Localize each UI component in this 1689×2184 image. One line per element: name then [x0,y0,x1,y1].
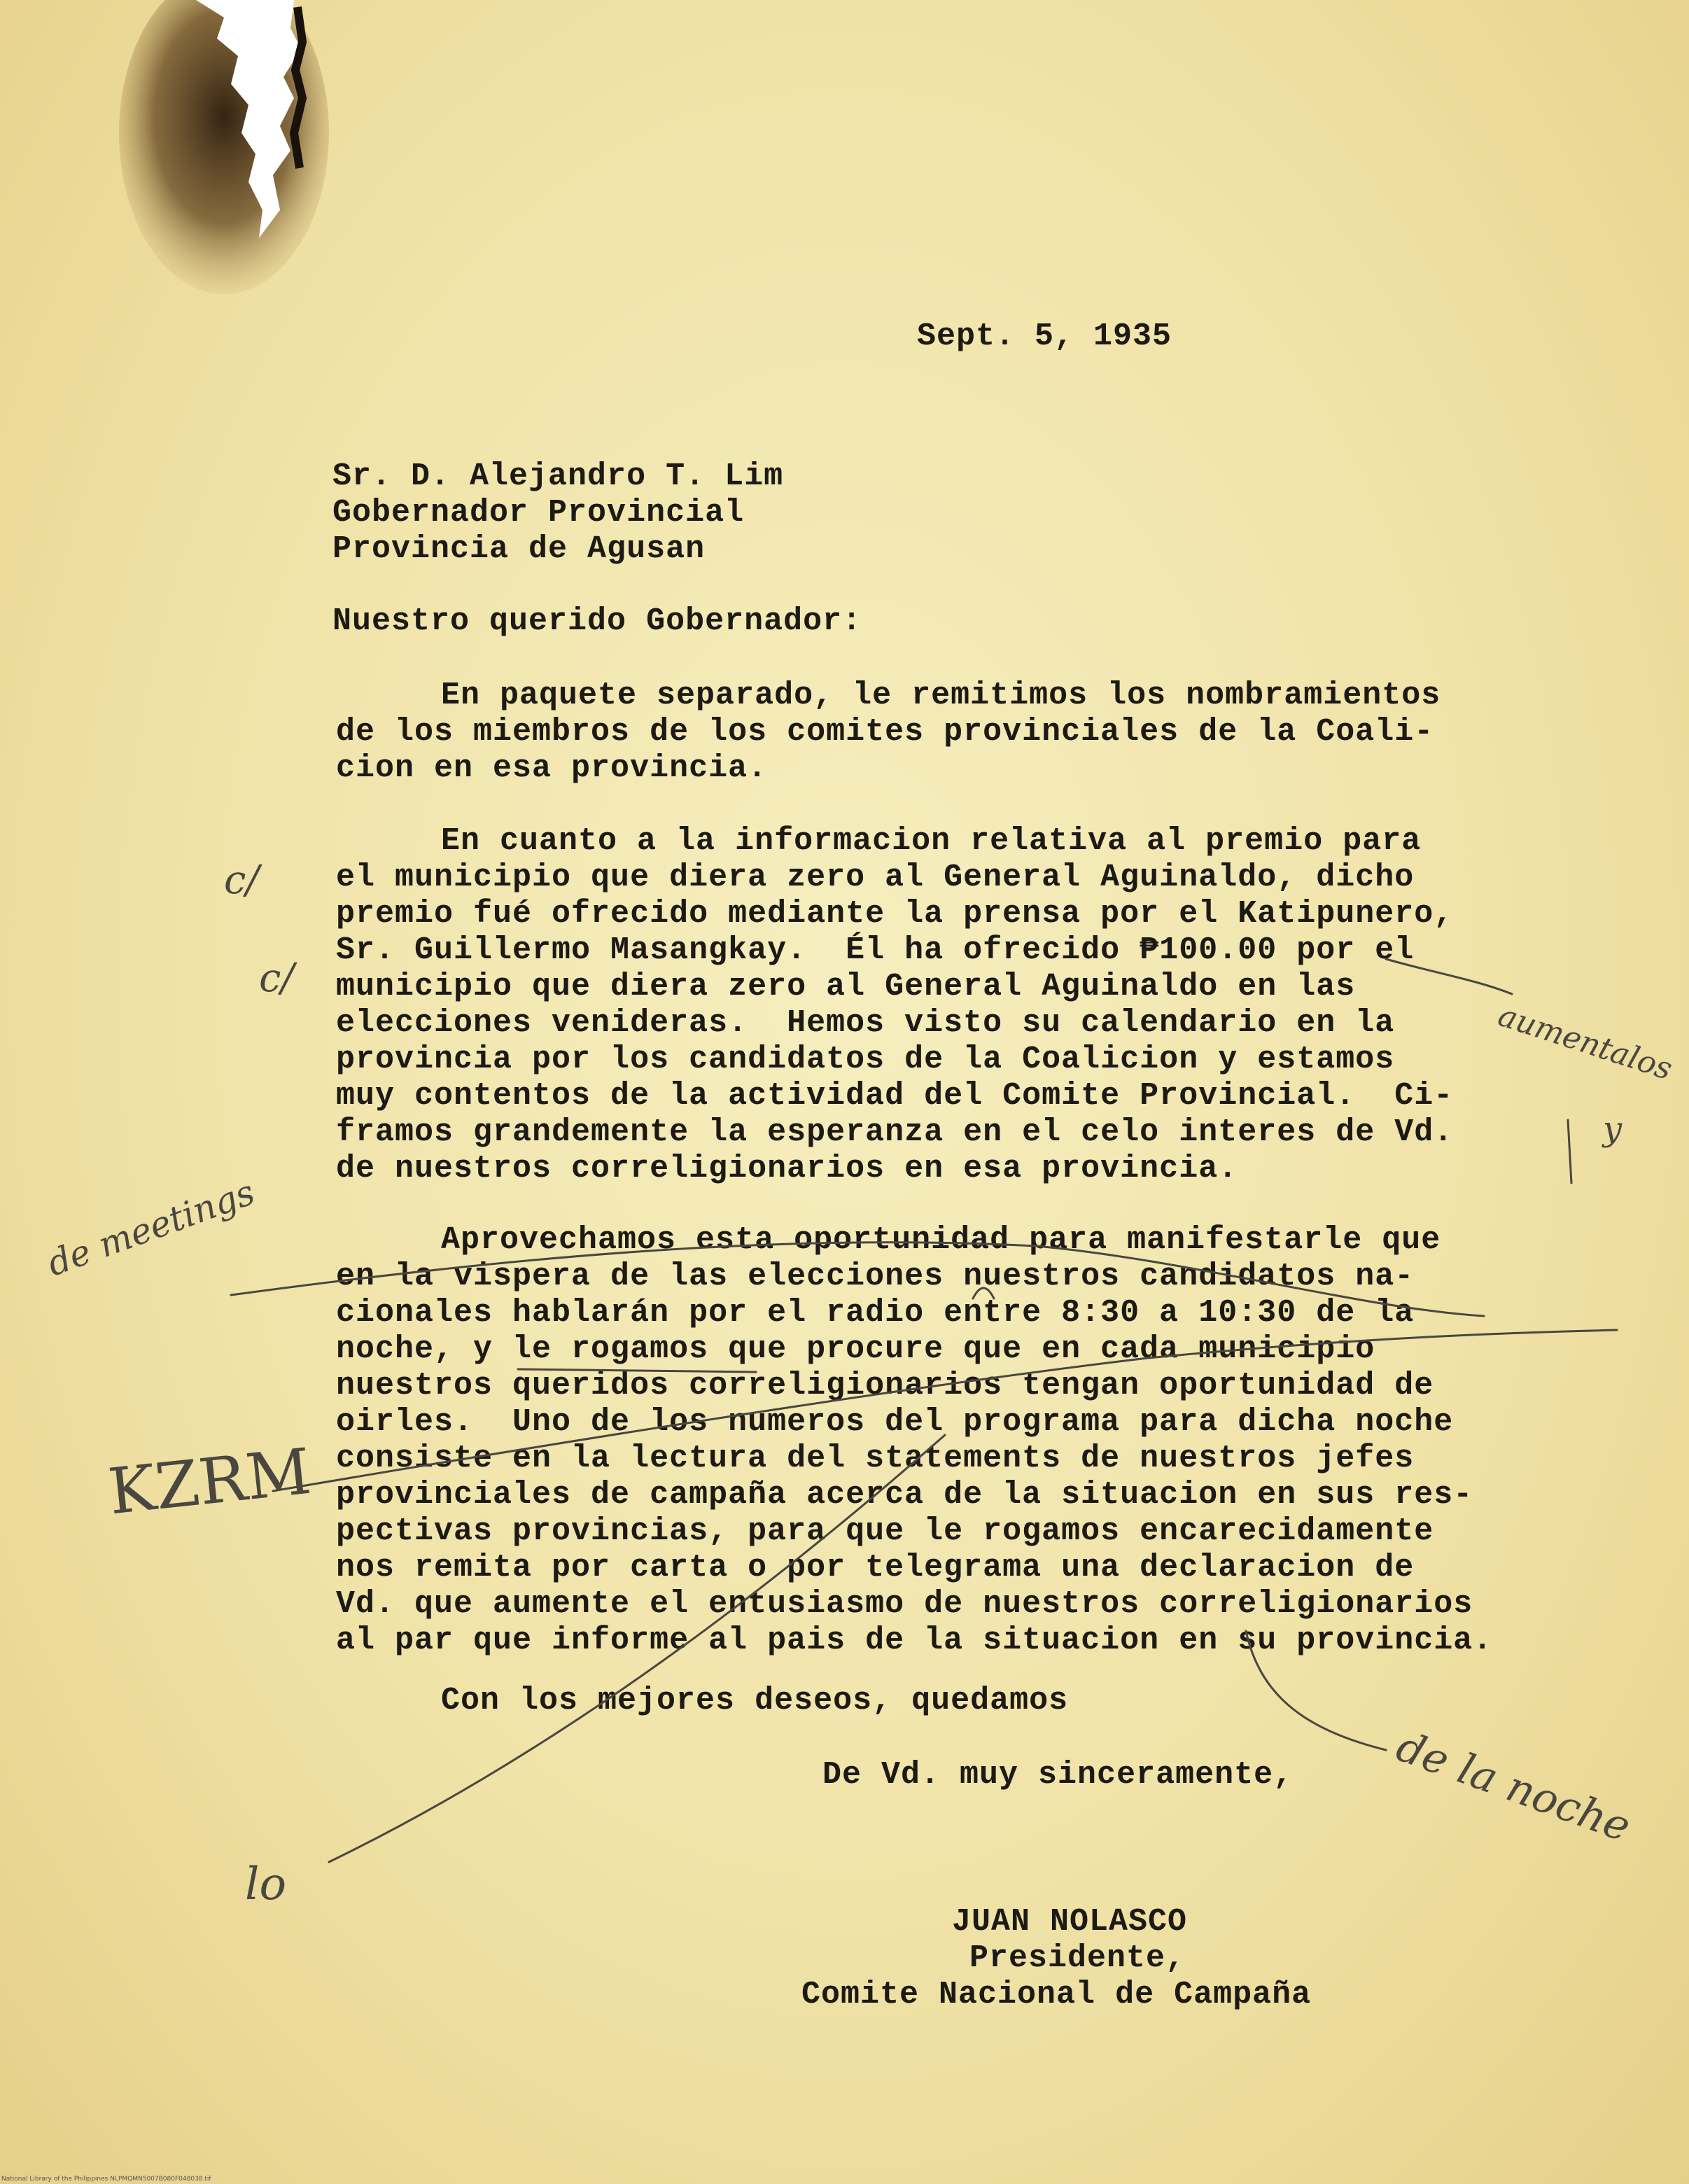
paragraph-line: Vd. que aumente el entusiasmo de nuestros correligionarios [336,1586,1473,1622]
annotation-de-la-noche: de la noche [1390,1722,1637,1852]
meetings-arrow-line [231,1242,1484,1316]
margin-mark-c: c/ [259,955,295,1001]
paragraph-line: en la vispera de las elecciones nuestros candidatos na- [336,1259,1415,1294]
valediction: De Vd. muy sinceramente, [822,1757,1294,1793]
paragraph-line: nuestros queridos correligionarios tengan oportunidad de [336,1368,1434,1404]
strike-queridos [518,1369,756,1372]
y-insert-line [1568,1120,1571,1183]
paragraph-line: cionales hablarán por el radio entre 8:30 a 10:30 de la [336,1295,1415,1331]
paragraph-line: Sr. Guillermo Masangkay. Él ha ofrecido ₱100.00 por el [336,932,1415,968]
signer-name: JUAN NOLASCO [952,1904,1188,1940]
insert-caret [973,1288,994,1298]
paragraph-line: muy contentos de la actividad del Comite Provincial. Ci- [336,1078,1454,1114]
paragraph-line: premio fué ofrecido mediante la prensa por el Katipunero, [336,896,1454,932]
kzrm-arrow-line [273,1330,1617,1491]
paragraph-line: el municipio que diera zero al General Aguinaldo, dicho [336,860,1415,895]
recipient-line: Provincia de Agusan [332,531,706,567]
paragraph-line: consiste en la lectura del statements de nuestros jefes [336,1441,1415,1476]
annotation-y: y [1603,1110,1623,1149]
paragraph-line: oirles. Uno de los numeros del programa para dicha noche [336,1404,1454,1440]
letter-date: Sept. 5, 1935 [917,318,1172,354]
annotation-lo: lo [245,1858,286,1910]
paragraph-line: En paquete separado, le remitimos los nombramientos [441,678,1441,713]
paragraph-line: cion en esa provincia. [336,750,768,786]
paragraph-line: En cuanto a la informacion relativa al premio para [441,823,1422,859]
archive-footer: National Library of the Philippines NLPMQMN5007B080F048038.tif [1,2176,211,2183]
paragraph-line: nos remita por carta o por telegrama una declaracion de [336,1550,1415,1586]
paragraph-line: elecciones venideras. Hemos visto su calendario en la [336,1005,1395,1041]
paragraph-line: Aprovechamos esta oportunidad para manifestarle que [441,1222,1441,1258]
annotation-de-meetings: de meetings [42,1171,260,1284]
paragraph-line: municipio que diera zero al General Aguinaldo en las [336,969,1356,1004]
paragraph-line: pectivas provincias, para que le rogamos encarecidamente [336,1513,1434,1549]
noche-arrow-line [1246,1631,1386,1750]
paragraph-line: provincia por los candidatos de la Coalicion y estamos [336,1042,1395,1077]
recipient-line: Sr. D. Alejandro T. Lim [332,458,784,494]
paragraph-line: de nuestros correligionarios en esa provincia. [336,1151,1238,1186]
lo-arrow-line [329,1435,945,1862]
salutation: Nuestro querido Gobernador: [332,603,862,639]
paragraph-line: al par que informe al pais de la situacion en su provincia. [336,1623,1493,1658]
paragraph-line: framos grandemente la esperanza en el celo interes de Vd. [336,1114,1454,1150]
signer-title: Presidente, [969,1940,1186,1976]
recipient-line: Gobernador Provincial [332,495,745,531]
aumentalos-arrow-line [1386,959,1512,994]
closing: Con los mejores deseos, quedamos [441,1683,1069,1718]
paragraph-line: provinciales de campaña acerca de la situacion en sus res- [336,1477,1473,1513]
annotation-kzrm: KZRM [105,1434,315,1530]
signer-organization: Comite Nacional de Campaña [801,1977,1312,2012]
paragraph-line: noche, y le rogamos que procure que en cada municipio [336,1331,1375,1367]
margin-mark-c: c/ [224,858,260,903]
annotation-aumentalos: aumentalos [1494,997,1677,1088]
paragraph-line: de los miembros de los comites provinciales de la Coali- [336,714,1434,750]
